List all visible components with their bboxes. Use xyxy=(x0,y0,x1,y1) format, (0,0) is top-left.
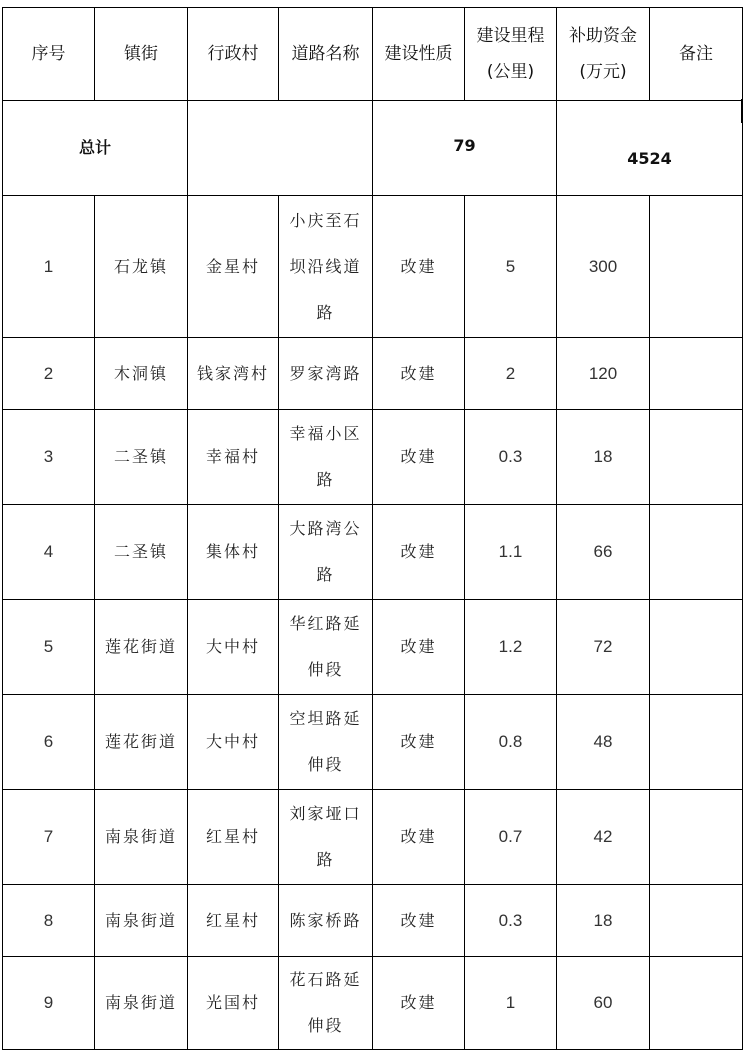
table-row xyxy=(3,196,743,338)
cell-road: 大路湾公路 xyxy=(279,505,373,600)
cell-nature: 改建 xyxy=(373,410,465,505)
cell-road: 华红路延伸段 xyxy=(279,600,373,695)
cell-town: 南泉街道 xyxy=(95,957,188,1050)
cell-nature: 改建 xyxy=(373,196,465,338)
cell-nature: 改建 xyxy=(373,790,465,885)
header-length xyxy=(465,8,557,101)
total-label: 总计 xyxy=(3,101,188,196)
header-fund-line2: (万元) xyxy=(579,62,627,82)
cell-road: 花石路延伸段 xyxy=(279,957,373,1050)
cell-fund: 18 xyxy=(557,885,650,957)
cell-note xyxy=(650,410,743,505)
cell-road: 陈家桥路 xyxy=(279,885,373,957)
cell-fund: 300 xyxy=(557,196,650,338)
cell-note xyxy=(650,695,743,790)
cell-length: 0.3 xyxy=(465,885,557,957)
header-village: 行政村 xyxy=(188,8,279,101)
cell-road: 刘家垭口路 xyxy=(279,790,373,885)
cell-seq: 7 xyxy=(3,790,95,885)
cell-fund: 66 xyxy=(557,505,650,600)
cell-nature: 改建 xyxy=(373,505,465,600)
cell-seq: 3 xyxy=(3,410,95,505)
cell-village: 光国村 xyxy=(188,957,279,1050)
header-road: 道路名称 xyxy=(279,8,373,101)
cell-village: 红星村 xyxy=(188,885,279,957)
cell-road: 幸福小区路 xyxy=(279,410,373,505)
cell-length: 1 xyxy=(465,957,557,1050)
cell-town: 莲花街道 xyxy=(95,600,188,695)
header-town: 镇街 xyxy=(95,8,188,101)
cell-village: 集体村 xyxy=(188,505,279,600)
cell-length: 1.2 xyxy=(465,600,557,695)
cell-seq: 5 xyxy=(3,600,95,695)
total-blank xyxy=(188,101,373,196)
cell-length: 0.3 xyxy=(465,410,557,505)
cell-fund: 72 xyxy=(557,600,650,695)
cell-village: 金星村 xyxy=(188,196,279,338)
cell-seq: 6 xyxy=(3,695,95,790)
cell-road: 小庆至石坝沿线道路 xyxy=(279,196,373,338)
cell-nature: 改建 xyxy=(373,695,465,790)
cell-village: 大中村 xyxy=(188,600,279,695)
header-note: 备注 xyxy=(650,8,743,101)
cell-fund: 60 xyxy=(557,957,650,1050)
cell-road: 空坦路延伸段 xyxy=(279,695,373,790)
cell-length: 0.7 xyxy=(465,790,557,885)
table-row xyxy=(3,695,743,790)
cell-fund: 48 xyxy=(557,695,650,790)
cell-town: 二圣镇 xyxy=(95,505,188,600)
cell-seq: 2 xyxy=(3,338,95,410)
header-fund xyxy=(557,8,650,101)
cell-seq: 1 xyxy=(3,196,95,338)
cell-fund: 18 xyxy=(557,410,650,505)
cell-town: 莲花街道 xyxy=(95,695,188,790)
header-fund-line1: 补助资金 xyxy=(569,26,637,46)
header-nature: 建设性质 xyxy=(373,8,465,101)
header-seq: 序号 xyxy=(3,8,95,101)
cell-village: 钱家湾村 xyxy=(188,338,279,410)
cell-nature: 改建 xyxy=(373,338,465,410)
table-row xyxy=(3,338,743,410)
total-row xyxy=(3,101,743,196)
header-length-line1: 建设里程 xyxy=(476,26,545,46)
cell-note xyxy=(650,600,743,695)
cell-fund: 120 xyxy=(557,338,650,410)
cell-seq: 9 xyxy=(3,957,95,1050)
cell-village: 幸福村 xyxy=(188,410,279,505)
cell-length: 2 xyxy=(465,338,557,410)
total-length: 79 xyxy=(373,101,557,196)
table-row xyxy=(3,410,743,505)
cell-note xyxy=(650,196,743,338)
cell-seq: 4 xyxy=(3,505,95,600)
cell-seq: 8 xyxy=(3,885,95,957)
cell-town: 木洞镇 xyxy=(95,338,188,410)
edge-marker xyxy=(741,99,743,123)
cell-nature: 改建 xyxy=(373,885,465,957)
cell-nature: 改建 xyxy=(373,600,465,695)
cell-length: 0.8 xyxy=(465,695,557,790)
cell-note xyxy=(650,505,743,600)
cell-village: 大中村 xyxy=(188,695,279,790)
cell-length: 1.1 xyxy=(465,505,557,600)
table-row xyxy=(3,600,743,695)
cell-note xyxy=(650,338,743,410)
cell-town: 南泉街道 xyxy=(95,790,188,885)
total-fund: 4524 xyxy=(557,101,743,196)
table-row xyxy=(3,505,743,600)
road-construction-table-sheet xyxy=(2,7,743,1050)
table-row xyxy=(3,885,743,957)
cell-note xyxy=(650,885,743,957)
cell-road: 罗家湾路 xyxy=(279,338,373,410)
cell-town: 二圣镇 xyxy=(95,410,188,505)
cell-fund: 42 xyxy=(557,790,650,885)
table-row xyxy=(3,790,743,885)
cell-village: 红星村 xyxy=(188,790,279,885)
cell-town: 石龙镇 xyxy=(95,196,188,338)
cell-length: 5 xyxy=(465,196,557,338)
cell-nature: 改建 xyxy=(373,957,465,1050)
cell-town: 南泉街道 xyxy=(95,885,188,957)
header-length-line2: (公里) xyxy=(486,62,535,82)
road-construction-table xyxy=(2,7,743,1050)
table-header-row xyxy=(3,8,743,101)
cell-note xyxy=(650,790,743,885)
